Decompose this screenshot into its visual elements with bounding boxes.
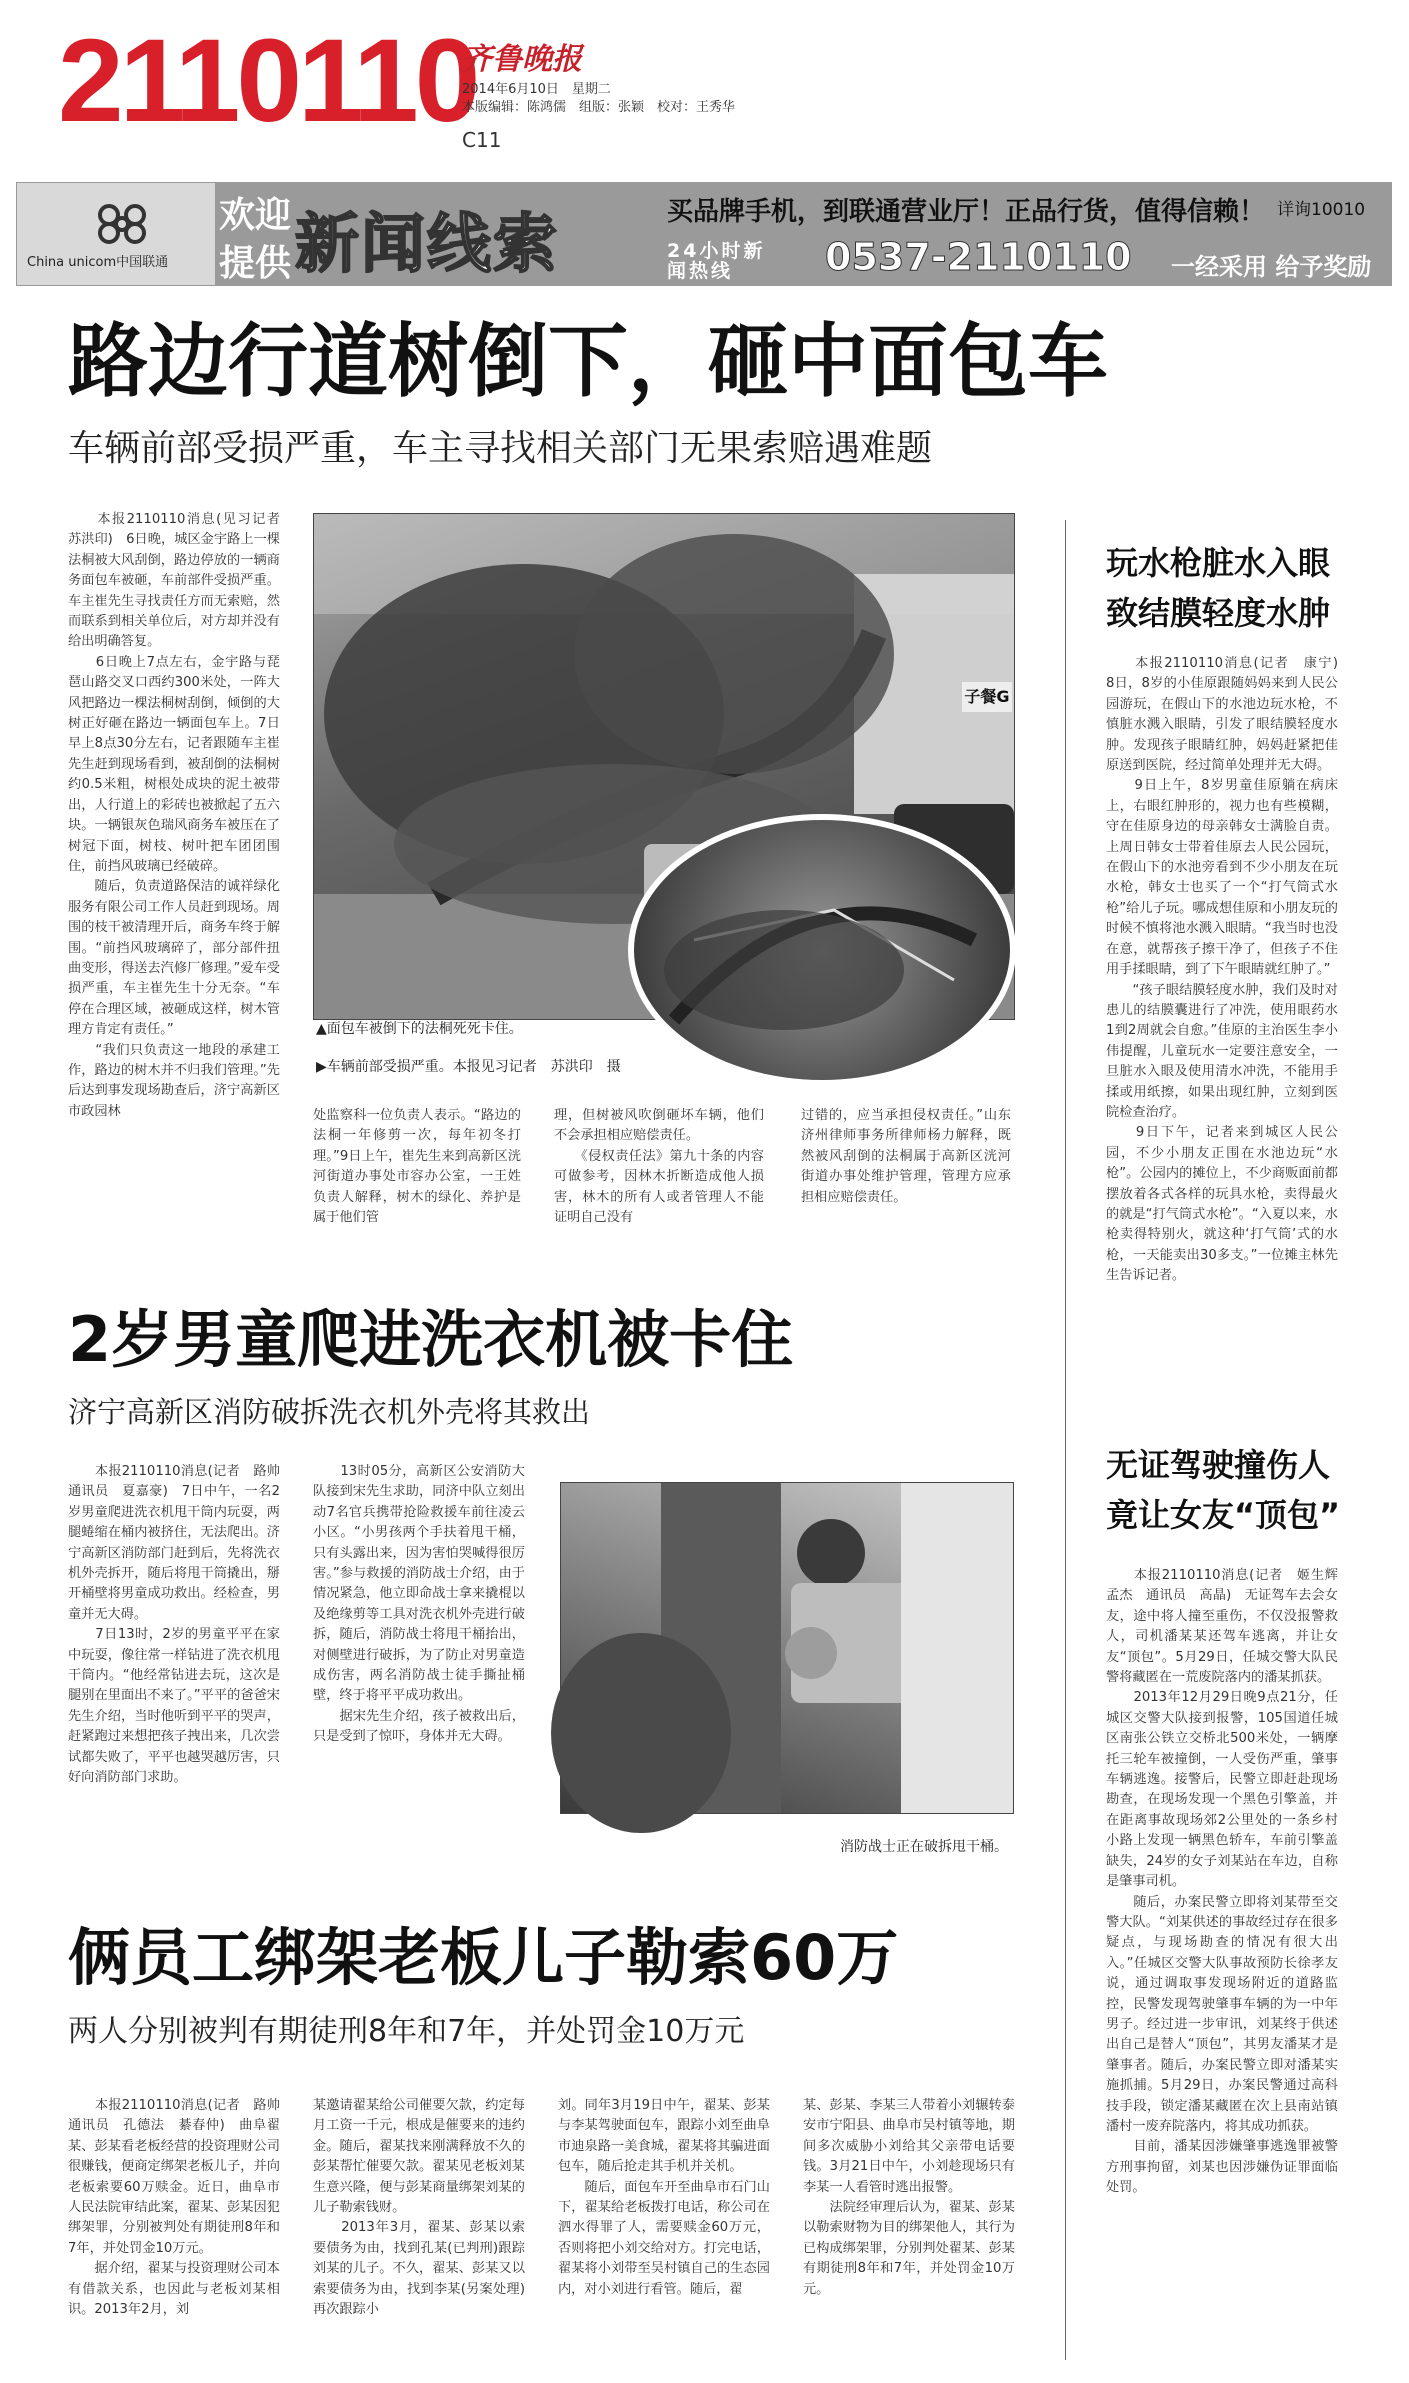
article2-col1: 本报2110110消息(记者 路帅 通讯员 夏嘉豪) 7日中午，一名2岁男童爬进洗衣机甩干筒内玩耍，两腿蜷缩在桶内被挤住，无法爬出。济宁高新区消防部门赶到后，先将洗衣机外壳拆开，随后将甩干筒撬出，掰开桶壁将男童成功救出。经检查，男童并无大碍。 7日13时，2岁的男童平平在家中玩耍，像往常一样钻进了洗衣机甩干筒内。“他经常钻进去玩，这次是腿别在里面出不来了。”平平的爸爸宋先生介绍，当时他听到平平的哭声，赶紧跑过来想把孩子拽出来，几次尝试都失败了，平平也越哭越厉害，只好向消防部门求助。 [68,1464,280,1786]
article2-title: 2岁男童爬进洗衣机被卡住 [68,1303,794,1376]
editor-credits: 本版编辑：陈鸿儒 组版：张颖 校对：王秀华 [462,100,736,115]
banner-welcome: 欢迎 [219,195,292,236]
shop-sign: 子餐G [962,682,1012,712]
banner-provide: 提供 [219,243,292,284]
hotline-number: 2110110 [58,15,477,147]
side2-title-line2: 竟让女友“顶包” [1106,1496,1341,1534]
banner-dark-panel [215,183,1391,285]
article1-title: 路边行道树倒下，砸中面包车 [68,315,1108,408]
article1-caption-2: ▶车辆前部受损严重。本报见习记者 苏洪印 摄 [316,1059,621,1075]
banner-slogan: 买品牌手机，到联通营业厅！正品行货，值得信赖！ [667,197,1266,227]
article1-col3: 理，但树被风吹倒砸坏车辆，他们不会承担相应赔偿责任。 《侵权责任法》第九十条的内容可做参考，因林木折断造成他人损害，林木的所有人或者管理人不能证明自己没有 [554,1108,764,1226]
side2-body: 本报2110110消息(记者 姬生辉 孟杰 通讯员 高晶) 无证驾车去会女友，途中将人撞至重伤，不仅没报警救人，司机潘某某还驾车逃离，并让女友“顶包”。5月29日，任城交警大队民警将藏匿在一荒废院落内的潘某抓获。 2013年12月29日晚9点21分，任城区交警大队接到报警，105国道任城区南张公铁立交桥北500米处，一辆摩托三轮车被撞倒，一人受伤严重，肇事车辆逃逸。接警后，民警立即赶赴现场勘查，在现场发现一个黑色引擎盖，并在距离事故现场郊2公里处的一条乡村小路上发现一辆黑色轿车，车前引擎盖缺失，24岁的女子刘某站在车边，自称是肇事司机。 随后，办案民警立即将刘某带至交警大队。“刘某供述的事故经过存在很多疑点，与现场勘查的情况有很大出入。”任城区交警大队事故预防长徐孝友说，通过调取事发现场附近的道路监控，民警发现驾驶肇事车辆的为一中年男子。经过进一步审讯，刘某终于供述出自己是替人“顶包”，其男友潘某才是肇事者。随后，办案民警立即对潘某实施抓捕。5月29日，办案民警通过高科技手段，锁定潘某藏匿在次上县南站镇潘村一废弃院落内，将其成功抓获。 目前，潘某因涉嫌肇事逃逸罪被警方刑事拘留，刘某也因涉嫌伪证罪面临处罚。 [1106,1568,1338,2196]
rescue-scene-image [561,1483,1013,1813]
banner-hotline-label: 24小时新闻热线 [667,240,766,282]
side1-title-line1: 玩水枪脏水入眼 [1106,544,1331,582]
article1-subtitle: 车辆前部受损严重，车主寻找相关部门无果索赔遇难题 [68,428,933,469]
article2-subtitle: 济宁高新区消防破拆洗衣机外壳将其救出 [68,1395,591,1429]
damaged-car-image [634,820,1010,1080]
article3-col2: 某邀请翟某给公司催要欠款，约定每月工资一千元，根成是催要来的违约金。随后，翟某找来刚满释放不久的彭某帮忙催要欠款。翟某见老板刘某生意兴隆，便与彭某商量绑架刘某的儿子勒索钱财。 2013年3月，翟某、彭某以索要债务为由，找到孔某(已判刑)跟踪刘某的儿子。不久，翟某、彭某又以索要债务为由，找到李某(另案处理)再次跟踪小 [313,2098,525,2318]
article3-col1: 本报2110110消息(记者 路帅 通讯员 孔德法 綦春仲) 曲阜翟某、彭某看老板经营的投资理财公司很赚钱，便商定绑架老板儿子，并向老板索要60万赎金。近日，曲阜市人民法院审结此案，翟某、彭某因犯绑架罪，分别被判处有期徒刑8年和7年，并处罚金10万元。 据介绍，翟某与投资理财公司本有借款关系，也因此与老板刘某相识。2013年2月，刘 [68,2098,280,2318]
banner-phone: 0537-2110110 [825,235,1132,279]
column-divider [1065,520,1066,2360]
article3-subtitle: 两人分别被判有期徒刑8年和7年，并处罚金10万元 [68,2014,745,2049]
banner-news-clue: 新闻线索 [295,208,559,282]
side1-body: 本报2110110消息(记者 康宁) 8日，8岁的小佳原跟随妈妈来到人民公园游玩，在假山下的水池边玩水枪，不慎脏水溅入眼睛，引发了眼结膜轻度水肿。发现孩子眼睛红肿，妈妈赶紧把佳原送到医院，经过简单处理并无大碍。 9日上午，8岁男童佳原躺在病床上，右眼红肿形的，视力也有些模糊，守在佳原身边的母亲韩女士满脸自责。上周日韩女士带着佳原去人民公园玩，在假山下的水池旁看到不少小朋友在玩水枪，韩女士也买了一个“打气筒式水枪”给儿子玩。哪成想佳原和小朋友玩的时候不慎将池水溅入眼睛。“我当时也没在意，就帮孩子擦干净了，但孩子不住用手揉眼睛，到了下午眼睛就红肿了。” “孩子眼结膜轻度水肿，我们及时对患儿的结膜囊进行了冲洗，使用眼药水1到2周就会自愈。”佳原的主治医生李小伟提醒，儿童玩水一定要注意安全，一旦脏水入眼及使用清水冲洗，不能用手揉或用纸擦，如果出现红肿，立刻到医院检查治疗。 9日下午，记者来到城区人民公园，不少小朋友正围在水池边玩“水枪”。公园内的摊位上，不少商贩面前都摆放着各式各样的玩具水枪，卖得最火的就是“打气筒式水枪”。“入夏以来，水枪卖得特别火，就这种‘打气筒’式的水枪，一天能卖出30多支。”一位摊主林先生告诉记者。 [1106,656,1338,1284]
article1-caption-1: ▲面包车被倒下的法桐死死卡住。 [316,1021,523,1037]
article1-col4: 过错的，应当承担侵权责任。”山东济州律师事务所律师杨力解释，既然被风刮倒的法桐属于高新区洸河街道办事处维护管理，管理方应承担相应赔偿责任。 [801,1108,1011,1205]
article2-photo-firefighters [560,1482,1014,1814]
banner-reward: 一经采用 给予奖励 [1171,253,1372,281]
unicom-knot-icon [87,201,157,247]
issue-date: 2014年6月10日 星期二 [462,82,611,97]
article3-col3: 刘。同年3月19日中午，翟某、彭某与李某驾驶面包车，跟踪小刘至曲阜市迪泉路一美食城，翟某将其骗进面包车，随后抢走其手机并关机。 随后，面包车开至曲阜市石门山下，翟某给老板拨打电话，称公司在泗水得罪了人，需要赎金60万元，否则将把小刘交给对方。打完电话，翟某将小刘带至吴村镇自己的生态园内，对小刘进行看管。随后，翟 [558,2098,770,2297]
article1-col1: 本报2110110消息(见习记者 苏洪印) 6日晚，城区金宇路上一棵法桐被大风刮倒，路边停放的一辆商务面包车被砸，车前部件受损严重。车主崔先生寻找责任方而无索赔，然而联系到相关单位后，对方却并没有给出明确答复。 6日晚上7点左右，金宇路与琵琶山路交叉口西约300米处，一阵大风把路边一棵法桐树刮倒，倾倒的大树正好砸在路边一辆面包车上。7日早上8点30分左右，记者跟随车主崔先生赶到现场看到，被刮倒的法桐树约0.5米粗，树根处成块的泥土被带出，人行道上的彩砖也被掀起了五六块。一辆银灰色瑞风商务车被压在了树冠下面，树枝、树叶把车团团围住，前挡风玻璃已经破碎。 随后，负责道路保洁的诚祥绿化服务有限公司工作人员赶到现场。周围的枝干被清理开后，商务车终于解围。“前挡风玻璃碎了，部分部件扭曲变形，得送去汽修厂修理。”爱车受损严重，车主崔先生十分无奈。“车停在合理区域，被砸成这样，树木管理方肯定有责任。” “我们只负责这一地段的承建工作，路边的树木并不归我们管理。”先后达到事发现场勘查后，济宁高新区市政园林 [68,512,280,1119]
article3-title: 俩员工绑架老板儿子勒索60万 [68,1921,899,1994]
article1-col2: 处监察科一位负责人表示。“路边的法桐一年修剪一次，每年初冬打理。”9日上午，崔先生来到高新区洸河街道办事处市容办公室，一王姓负责人解释，树木的绿化、养护是属于他们管 [313,1108,521,1226]
unicom-ad-banner [16,182,1392,286]
banner-consult: 详询10010 [1277,200,1366,220]
unicom-brand-text: China unicom中国联通 [27,255,169,270]
side2-title-line1: 无证驾驶撞伤人 [1106,1446,1331,1484]
page-number: C11 [462,128,502,152]
newspaper-name: 齐鲁晚报 [462,42,582,77]
article1-inset-photo-car [628,814,1016,1086]
side1-title-line2: 致结膜轻度水肿 [1106,594,1331,632]
article3-col4: 某、彭某、李某三人带着小刘辗转泰安市宁阳县、曲阜市吴村镇等地，期间多次威胁小刘给其父亲带电话要钱。3月21日中午，小刘趁现场只有李某一人看管时逃出报警。 法院经审理后认为，翟某、彭某以勒索财物为目的绑架他人，其行为已构成绑架罪，分别判处翟某、彭某有期徒刑8年和7年，并处罚金10万元。 [803,2098,1015,2297]
article2-col2: 13时05分，高新区公安消防大队接到宋先生求助，同济中队立刻出动7名官兵携带抢险救援车前往凌云小区。“小男孩两个手扶着甩干桶，只有头露出来，因为害怕哭喊得很厉害。”参与救援的消防战士介绍，由于情况紧急，他立即命战士拿来撬棍以及绝缘剪等工具对洗衣机外壳进行破拆，随后，消防战士将甩干桶抬出，对侧壁进行破拆，为了防止对男童造成伤害，两名消防战士徒手撕扯桶壁，终于将平平成功救出。 据宋先生介绍，孩子被救出后，只是受到了惊吓，身体并无大碍。 [313,1464,525,1745]
article2-caption: 消防战士正在破拆甩干桶。 [840,1839,1008,1855]
unicom-logo [27,201,207,271]
